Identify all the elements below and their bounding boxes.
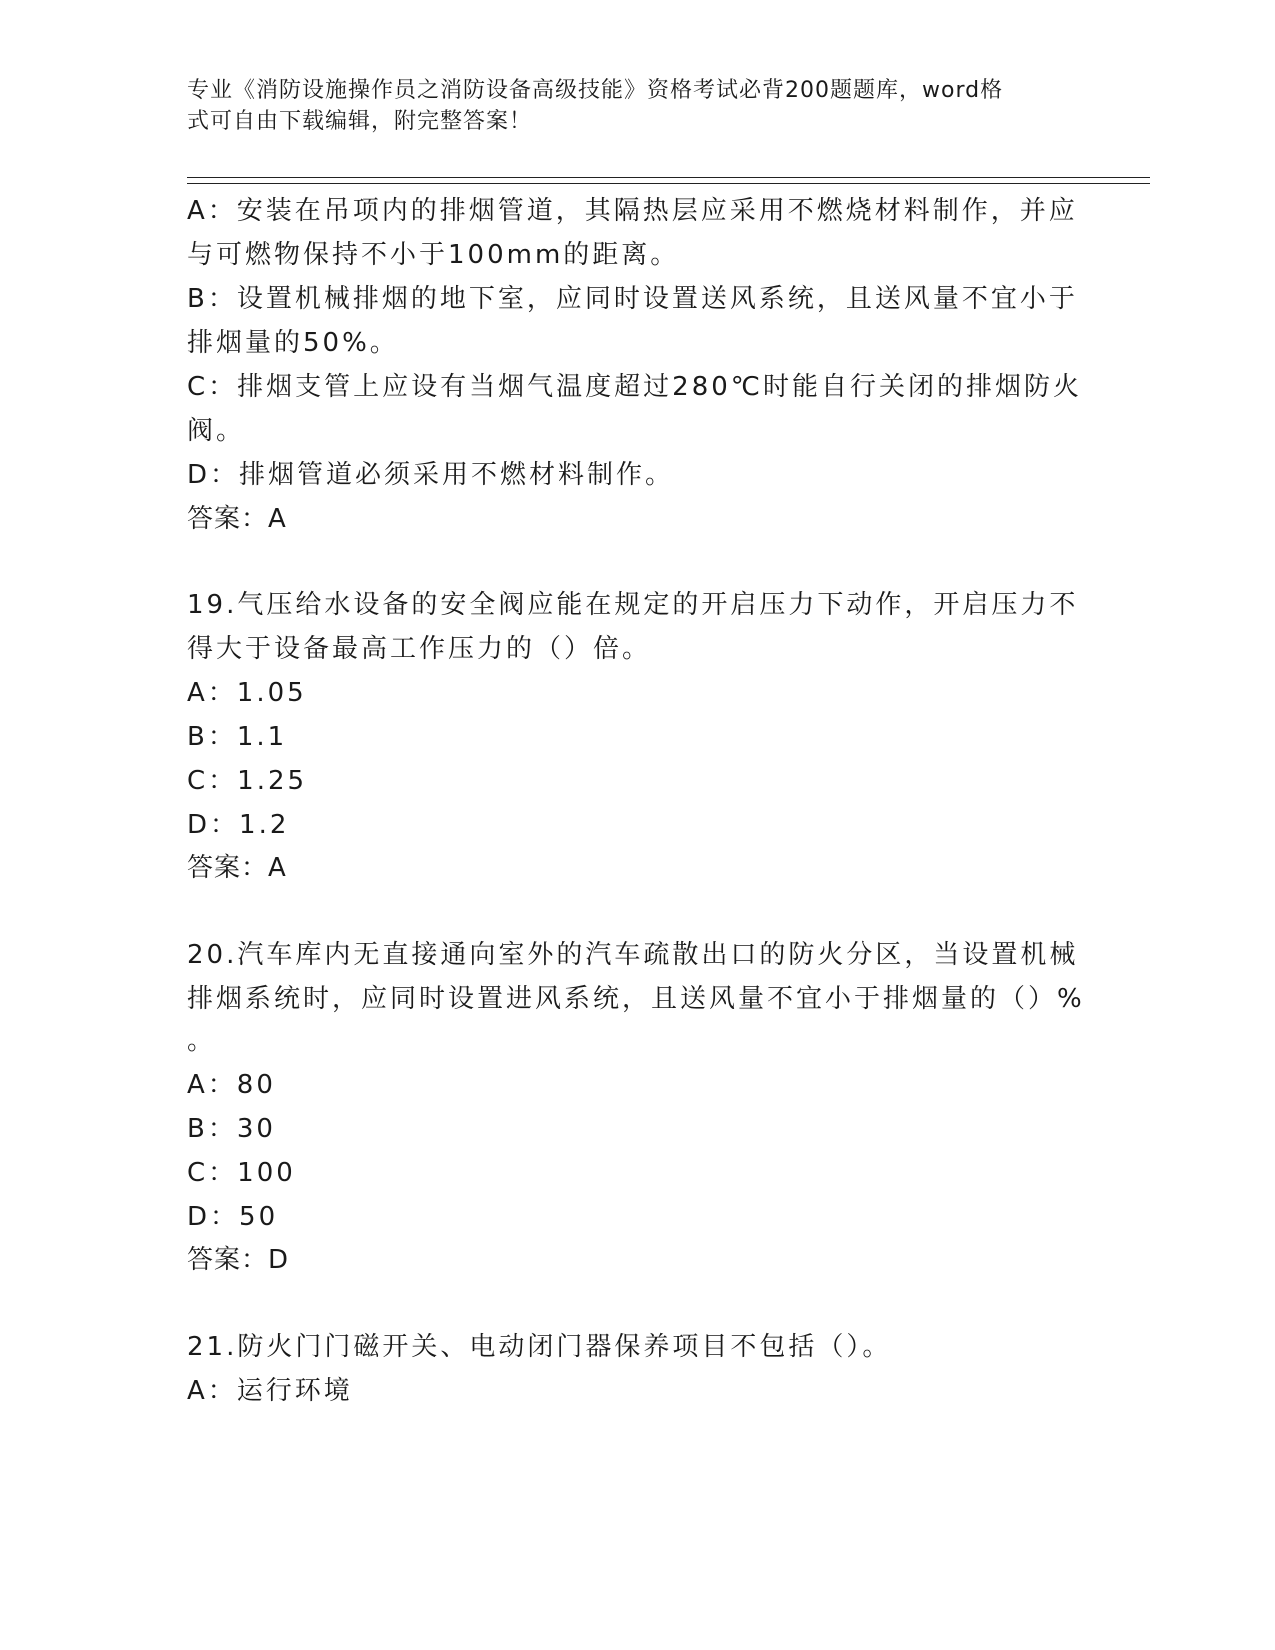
q20-stem-line1: 20.汽车库内无直接通向室外的汽车疏散出口的防火分区，当设置机械 [187,940,1079,970]
q18-option-d: D：排烟管道必须采用不燃材料制作。 [187,460,675,490]
q18-option-c-line2: 阀。 [187,416,246,446]
q20-answer-label: 答案： [187,1245,269,1275]
q18-answer [187,498,287,535]
header-line-1: 专业《消防设施操作员之消防设备高级技能》资格考试必背200题题库，word格 [187,78,1004,103]
q18-option-b-line1: B：设置机械排烟的地下室，应同时设置送风系统，且送风量不宜小于 [187,284,1078,314]
q20-option-a: A：80 [187,1070,276,1100]
q19-stem-line2: 得大于设备最高工作压力的（）倍。 [187,634,652,664]
q21-stem-line1: 21.防火门门磁开关、电动闭门器保养项目不包括（）。 [187,1332,892,1362]
header-line-2: 式可自由下载编辑，附完整答案！ [187,109,533,134]
document-header [187,75,1067,137]
q19-option-b: B：1.1 [187,722,288,752]
q21-option-a: A：运行环境 [187,1376,353,1406]
q19-option-d: D：1.2 [187,810,290,840]
q20-option-c: C：100 [187,1158,296,1188]
q20-stem-line3: 。 [187,1026,217,1056]
q19-answer-value: A [268,853,287,883]
q18-option-b-line2: 排烟量的50%。 [187,328,399,358]
q19-option-c: C：1.25 [187,766,308,796]
q18-option-a-line1: A：安装在吊项内的排烟管道，其隔热层应采用不燃烧材料制作，并应 [187,196,1078,226]
q20-stem-line2: 排烟系统时，应同时设置进风系统，且送风量不宜小于排烟量的（）% [187,984,1085,1014]
header-divider-bottom [187,183,1150,184]
q18-answer-value: A [268,504,287,534]
q18-answer-label: 答案： [187,504,269,534]
q19-stem-line1: 19.气压给水设备的安全阀应能在规定的开启压力下动作，开启压力不 [187,590,1079,620]
q18-option-a-line2: 与可燃物保持不小于100mm的距离。 [187,240,680,270]
q19-answer-label: 答案： [187,853,269,883]
q20-answer [187,1239,289,1276]
q20-option-b: B：30 [187,1114,276,1144]
q20-answer-value: D [268,1245,290,1275]
q19-answer [187,847,287,884]
q18-option-c-line1: C：排烟支管上应设有当烟气温度超过280℃时能自行关闭的排烟防火 [187,372,1082,402]
q19-option-a: A：1.05 [187,678,307,708]
q20-option-d: D：50 [187,1202,279,1232]
header-divider-top [187,177,1150,178]
